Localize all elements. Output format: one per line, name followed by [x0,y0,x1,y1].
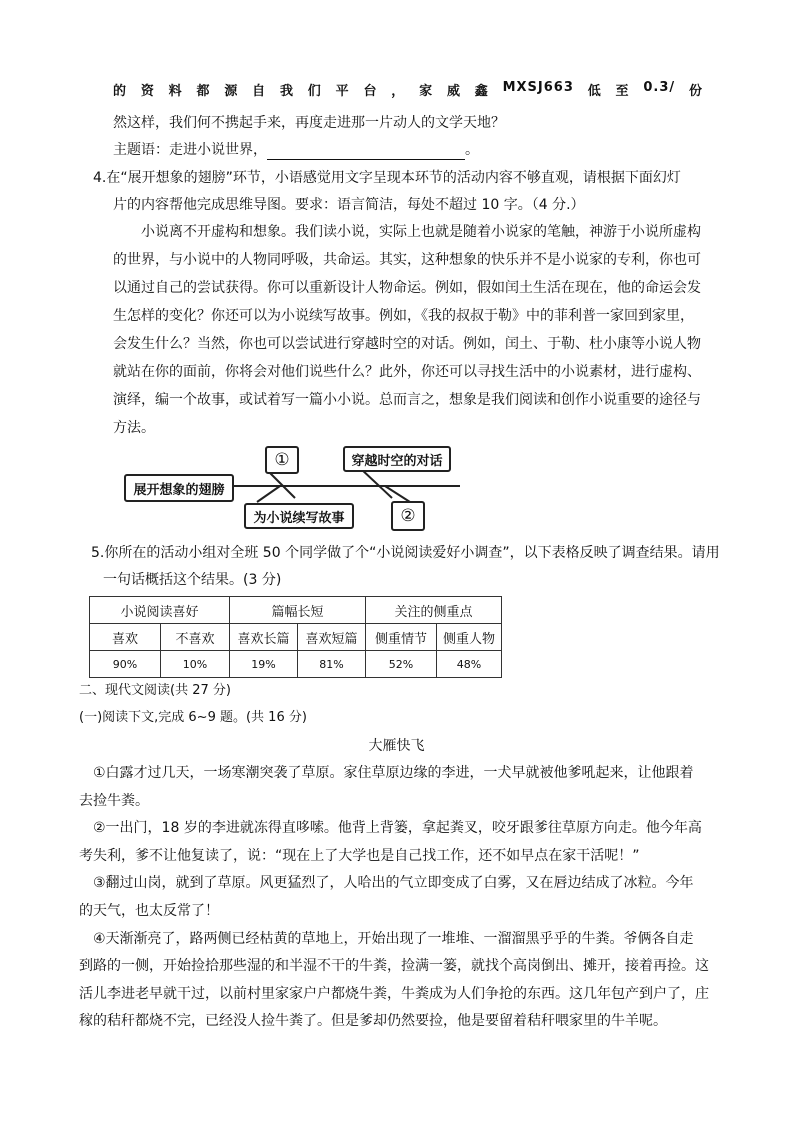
story-line: 活儿李进老早就干过，以前村里家家户户都烧牛粪，牛粪成为人们争抢的东西。这几年包产到户了，庄 [79,986,709,1002]
table-subheader: 侧重人物 [437,624,502,651]
header-token: 资 [140,84,155,99]
passage-line: 以通过自己的尝试获得。你可以重新设计人物命运。例如，假如闰土生活在现在，他的命运会发 [113,280,701,296]
story-line: ③翻过山岗，就到了草原。风更猛烈了，人哈出的气立即变成了白雾，又在唇边结成了冰粒。今年 [93,875,694,891]
table-header: 关注的侧重点 [366,597,502,624]
passage-line: 会发生什么？当然，你也可以尝试进行穿越时空的对话。例如，闰土、于勒、杜小康等小说人物 [113,336,701,352]
table-subheader: 喜欢短篇 [298,624,366,651]
section-title: 二、现代文阅读(共 27 分) [79,683,231,698]
story-line: ①白露才过几天，一场寒潮突袭了草原。家住草原边缘的李进，一犬早就被他爹吼起来，让他跟着 [93,765,694,781]
header-token: 都 [196,84,211,99]
q5-line2: 一句话概括这个结果。(3 分) [103,572,282,588]
q4-line2: 片的内容帮他完成思维导图。要求：语言简洁，每处不超过 10 字。（4 分.） [113,197,585,213]
table-subheader: 喜欢长篇 [230,624,298,651]
header-token: 家 [419,84,434,99]
passage-line: 的世界，与小说中的人物同呼吸，共命运。其实，这种想象的快乐并不是小说家的专利，你也可 [113,252,701,268]
table-cell: 52% [366,651,437,678]
header-token: 的 [113,84,128,99]
section-subtitle: (一)阅读下文,完成 6~9 题。(共 16 分) [79,710,307,725]
answer-blank[interactable] [267,145,465,160]
intro-line: 然这样，我们何不携起手来，再度走进那一片动人的文学天地？ [113,115,505,131]
q4-line1: 4.在“展开想象的翅膀”环节，小语感觉用文字呈现本环节的活动内容不够直观，请根据下面幻灯 [93,170,681,186]
q5-line1: 5.你所在的活动小组对全班 50 个同学做了个“小说阅读爱好小调查”，以下表格反映了调查结果。请用 [91,545,720,561]
header-token: 低 [587,84,602,99]
header-token: 台 [363,84,378,99]
story-line: ④天渐渐亮了，路两侧已经枯黄的草地上，开始出现了一堆堆、一溜溜黑乎乎的牛粪。爷俩各自走 [93,931,694,947]
table-subheader: 不喜欢 [161,624,230,651]
table-header: 小说阅读喜好 [90,597,230,624]
header-token: ， [391,84,406,99]
mindmap-node-dialogue: 穿越时空的对话 [343,446,451,472]
header-token: 们 [307,84,322,99]
header-token: 0.3/ [643,80,676,95]
table-subheader: 侧重情节 [366,624,437,651]
survey-table [89,596,502,678]
passage-line: 小说离不开虚构和想象。我们读小说，实际上也就是随着小说家的笔触，神游于小说所虚构 [141,224,701,240]
story-title: 大雁快飞 [368,738,425,754]
mindmap-blank-2[interactable]: ② [391,501,425,531]
header-token: 威 [446,84,461,99]
story-line: 的天气，也太反常了！ [79,903,219,919]
table-cell: 10% [161,651,230,678]
mindmap-root: 展开想象的翅膀 [124,474,234,502]
header-token: MXSJ663 [502,80,574,95]
story-line: ②一出门，18 岁的李进就冻得直哆嗦。他背上背篓，拿起粪叉，咬牙跟爹往草原方向走。他今年高 [93,820,702,836]
story-line: 去捡牛粪。 [79,793,149,809]
story-line: 稼的秸秆都烧不完，已经没人捡牛粪了。但是爹却仍然要捡，他是要留着秸秆喂家里的牛羊呢。 [79,1013,667,1029]
passage-line: 方法。 [113,420,155,436]
story-line: 到路的一侧，开始捡拾那些湿的和半湿不干的牛粪，捡满一篓，就找个高岗倒出、摊开，接着再捡。这 [79,958,709,974]
story-line: 考失利，爹不让他复读了，说：“现在上了大学也是自己找工作，还不如早点在家干活呢！” [79,848,640,864]
mindmap-blank-1[interactable]: ① [265,446,299,474]
header-token: 鑫 [474,84,489,99]
table-cell: 19% [230,651,298,678]
header-token: 料 [168,84,183,99]
table-cell: 81% [298,651,366,678]
theme-label: 主题语：走进小说世界， [113,142,267,158]
header-token: 我 [279,84,294,99]
header-banner [113,80,703,99]
passage-line: 就站在你的面前，你将会对他们说些什么？此外，你还可以寻找生活中的小说素材，进行虚构、 [113,364,701,380]
header-token: 至 [615,84,630,99]
theme-line [113,140,479,160]
header-token: 平 [335,84,350,99]
header-token: 自 [252,84,267,99]
header-token: 源 [224,84,239,99]
table-cell: 48% [437,651,502,678]
passage-line: 演绎，编一个故事，或试着写一篇小小说。总而言之，想象是我们阅读和创作小说重要的途径与 [113,392,701,408]
mindmap-node-continue-story: 为小说续写故事 [244,503,354,529]
table-subheader: 喜欢 [90,624,161,651]
passage-line: 生怎样的变化？你还可以为小说续写故事。例如，《我的叔叔于勒》中的菲利普一家回到家里， [113,308,694,324]
table-header: 篇幅长短 [230,597,366,624]
theme-end: 。 [465,142,479,158]
header-token: 份 [688,84,703,99]
table-cell: 90% [90,651,161,678]
